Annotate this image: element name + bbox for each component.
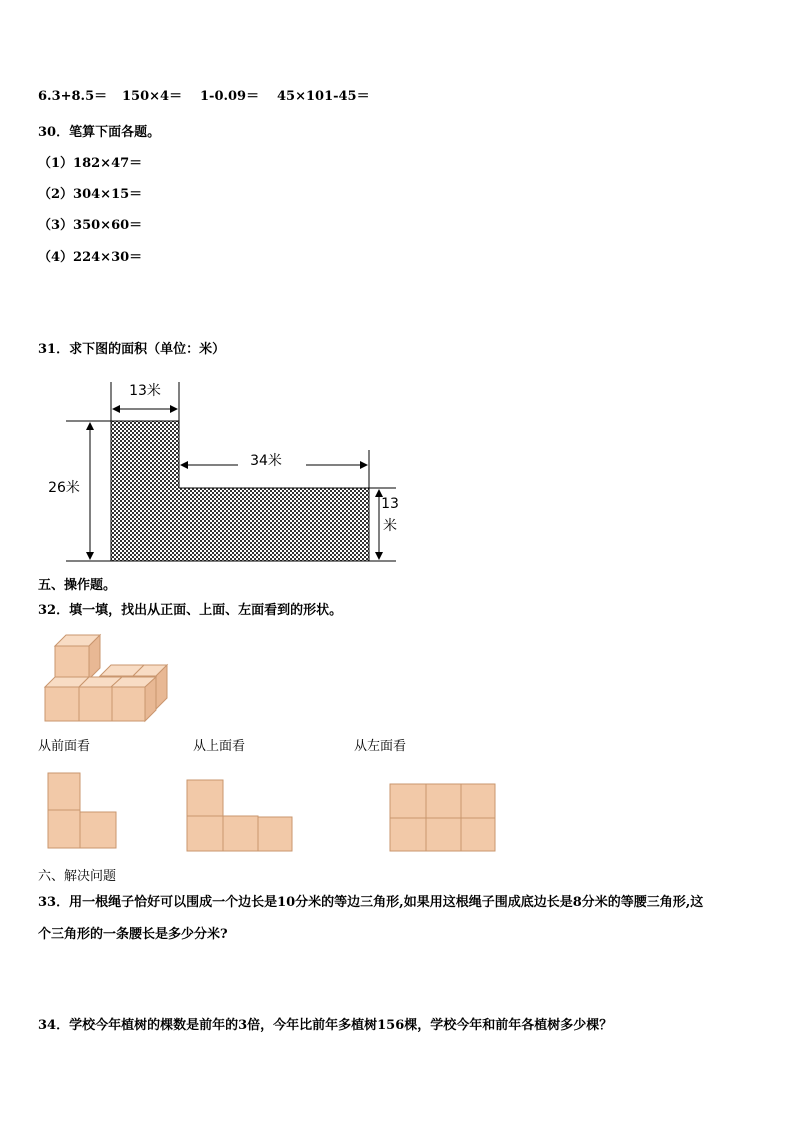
section-5-title: 五、操作题。 [38, 578, 117, 593]
view-front-label: 从前面看 [38, 739, 91, 754]
left-square [390, 784, 426, 818]
top-square [223, 816, 258, 851]
right-width-label: 34米 [250, 453, 282, 469]
right-height-unit: 米 [383, 518, 397, 534]
left-square [426, 818, 461, 851]
left-square [461, 784, 495, 818]
left-square [426, 784, 461, 818]
q32-title: 32．填一填，找出从正面、上面、左面看到的形状。 [38, 603, 343, 618]
top-square [258, 817, 292, 851]
left-square [390, 818, 426, 851]
front-square [48, 810, 80, 848]
q34-text: 34．学校今年植树的棵数是前年的3倍，今年比前年多植树156棵，学校今年和前年各植树多少棵？ [38, 1018, 613, 1033]
expr-3: 1-0.09＝ [200, 89, 260, 104]
expr-2: 150×4＝ [122, 89, 183, 104]
top-width-label: 13米 [129, 383, 161, 399]
view-left-label: 从左面看 [354, 739, 407, 754]
q30-item-3: （3）350×60＝ [38, 218, 143, 233]
q30-title: 30．笔算下面各题。 [38, 125, 161, 140]
q33-line2: 个三角形的一条腰长是多少分米? [38, 927, 228, 942]
left-square [461, 818, 495, 851]
view-top-label: 从上面看 [193, 739, 246, 754]
expr-1: 6.3+8.5＝ [38, 89, 108, 104]
q30-item-1: （1）182×47＝ [38, 156, 143, 171]
front-square [80, 812, 116, 848]
q30-item-4: （4）224×30＝ [38, 250, 143, 265]
right-height-num: 13 [381, 496, 399, 512]
top-square [187, 816, 223, 851]
left-height-label: 26米 [48, 480, 80, 496]
front-square [48, 773, 80, 810]
q31-title: 31．求下图的面积（单位：米） [38, 342, 226, 357]
q33-line1: 33．用一根绳子恰好可以围成一个边长是10分米的等边三角形,如果用这根绳子围成底边长是8分米的等腰三角形,这 [38, 895, 704, 910]
expr-4: 45×101-45＝ [277, 89, 370, 104]
q30-item-2: （2）304×15＝ [38, 187, 143, 202]
top-square [187, 780, 223, 816]
section-6-title: 六、解决问题 [38, 869, 117, 884]
